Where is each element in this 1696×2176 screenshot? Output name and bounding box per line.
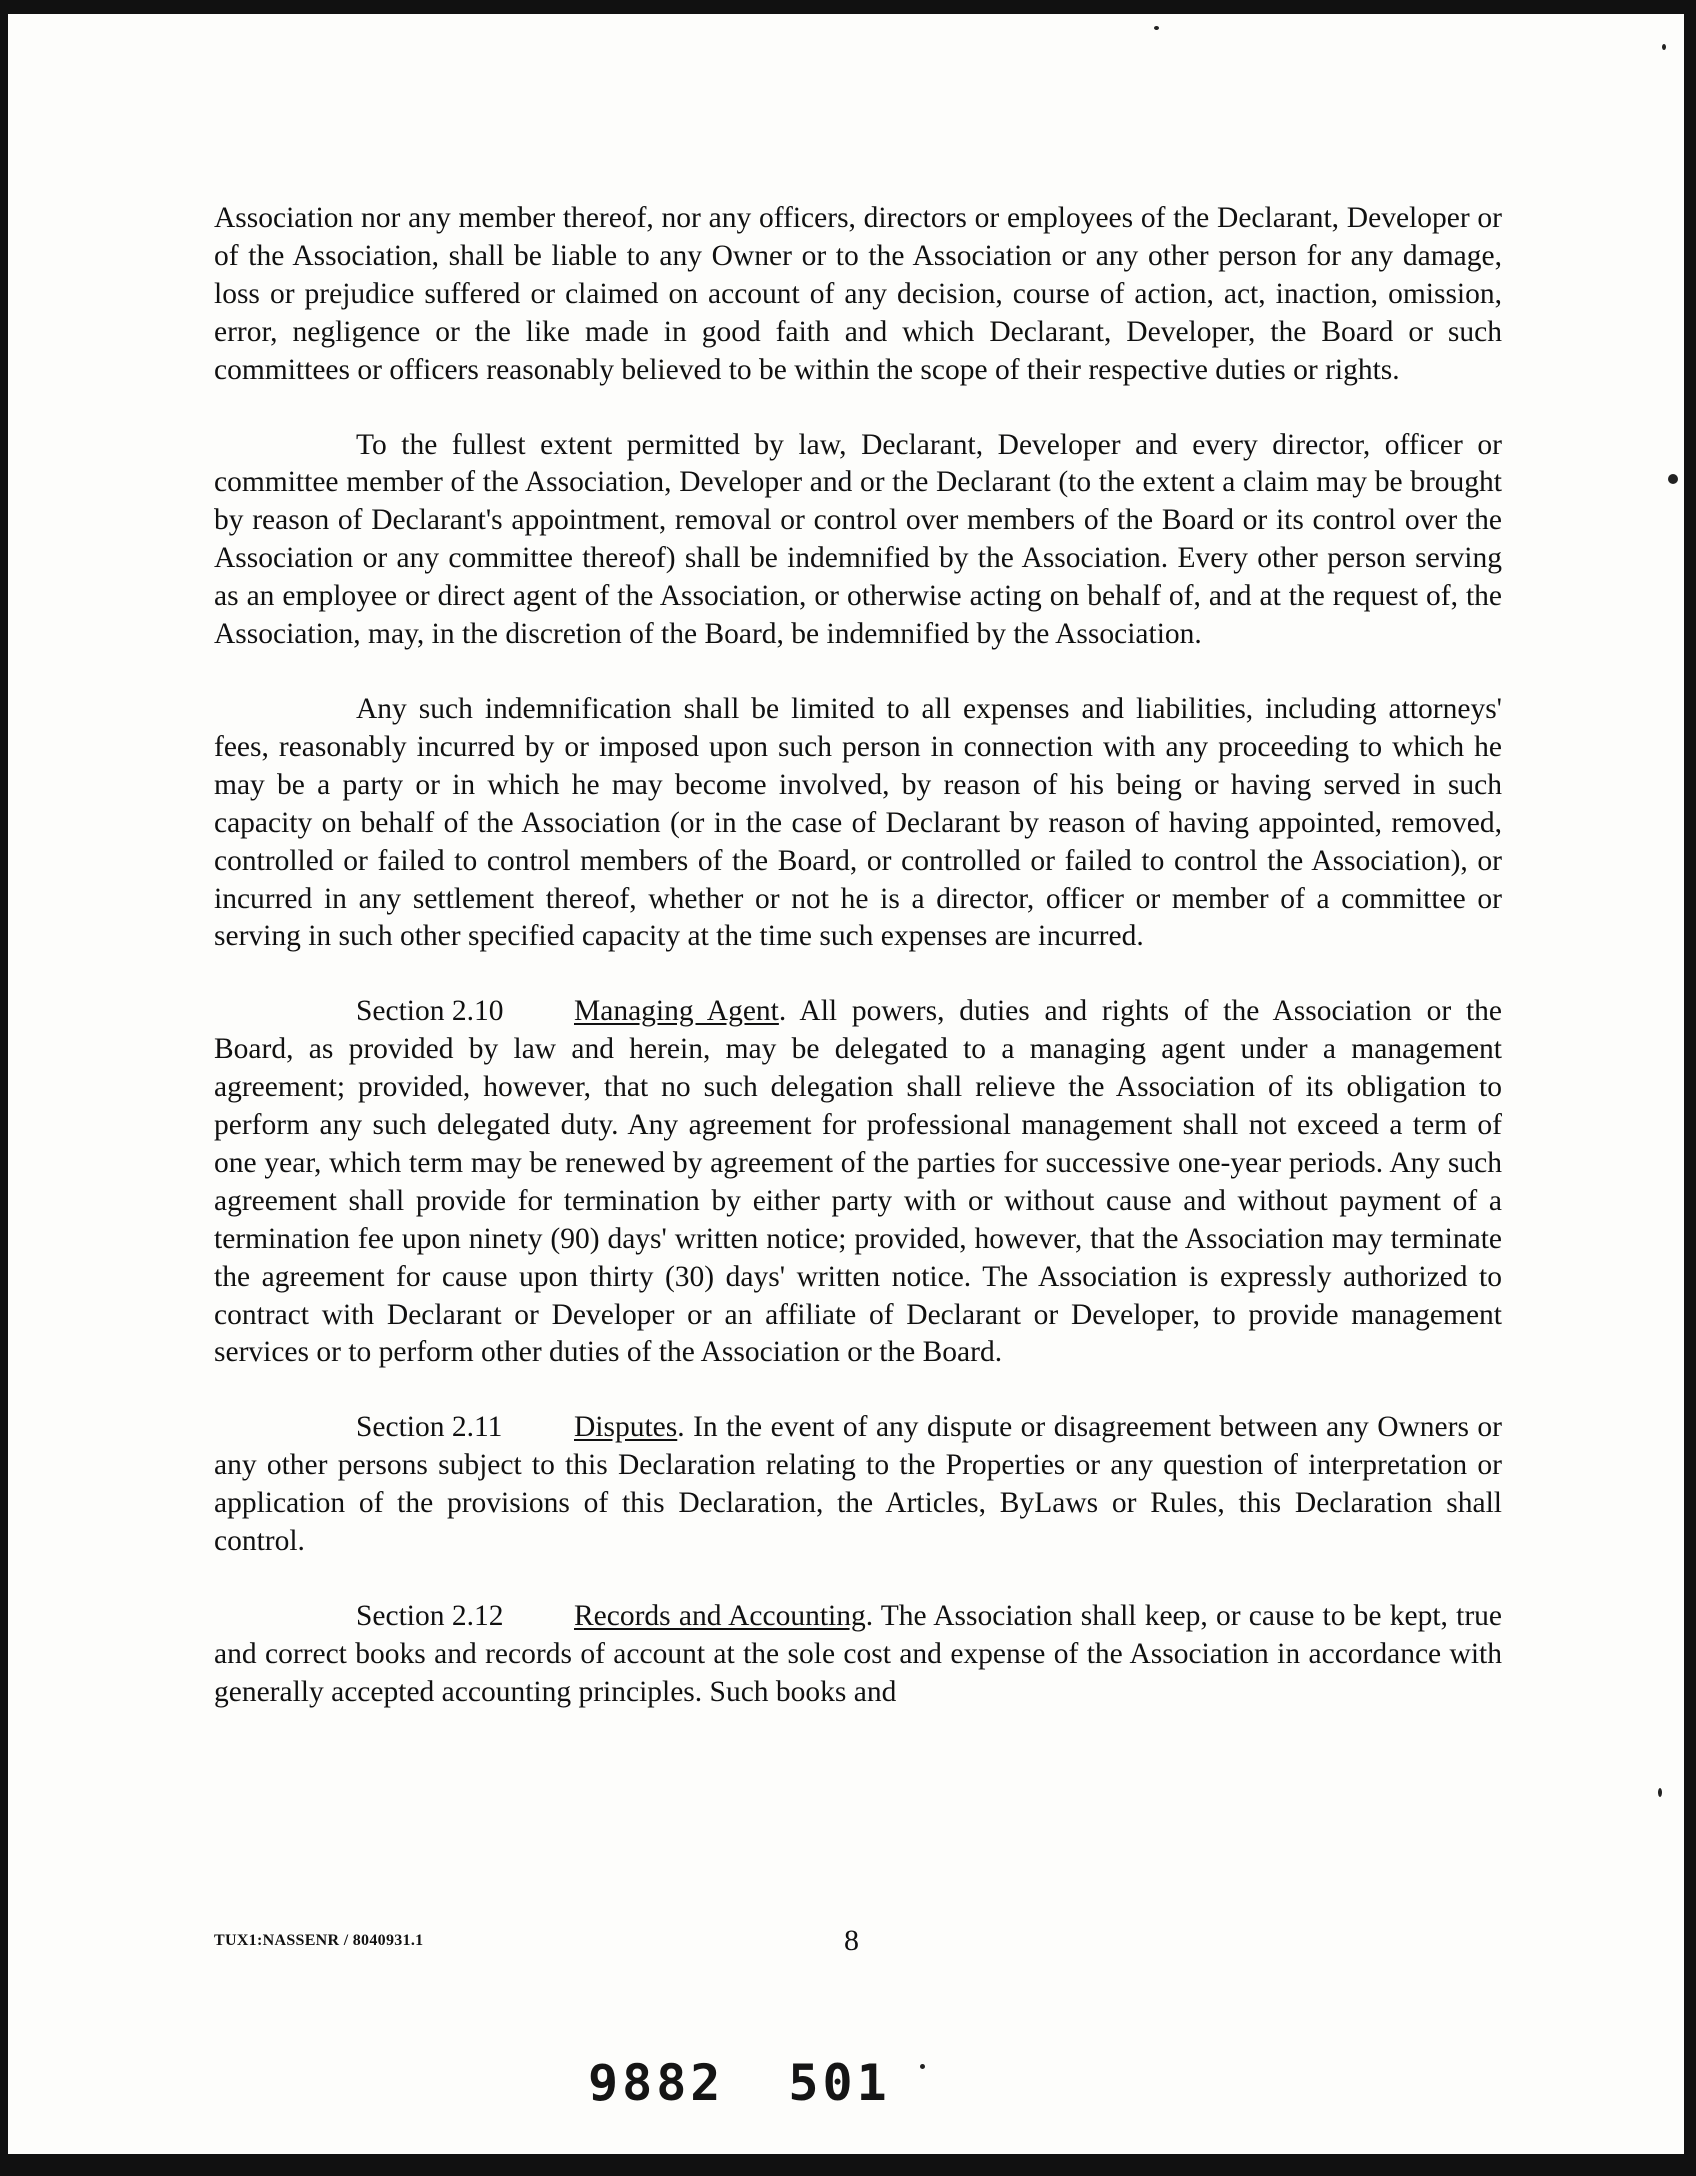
paragraph-indemnification: To the fullest extent permitted by law, Declarant, Developer and every director, officer or committee member of the Association, Developer and or the Declarant (to the extent a claim may be brought by reason of Declarant's appointment, removal or control over members of the Board or its control over the Association or any committee thereof) shall be indemnified by the Association. Every other person serving as an employee or direct agent of the Association, or otherwise acting on behalf of, and at the request of, the Association, may, in the discretion of the Board, be indemnified by the Association. [214, 428, 1502, 651]
section-text: . All powers, duties and rights of the Association or the Board, as provided by law and herein, may be delegated to a managing agent under a management agreement; provided, however, that no such delegation shall relieve the Association of its obligation to perform any such delegated duty. Any agreement for professional management shall not exceed a term of one year, which term may be renewed by agreement of the parties for successive one-year periods. Any such agreement shall provide for termination by either party with or without cause and without payment of a termination fee upon ninety (90) days' written notice; provided, however, that the Association may terminate the agreement for cause upon thirty (30) days' written notice. The Association is expressly authorized to contract with Declarant or Developer or an affiliate of Declarant or Developer, to provide management services or to perform other duties of the Association or the Board. [214, 995, 1502, 1369]
paragraph-continuation: Association nor any member thereof, nor any officers, directors or employees of the Declarant, Developer or of the Association, shall be liable to any Owner or to the Association or any other person for any damage, loss or prejudice suffered or claimed on account of any decision, course of action, act, inaction, omission, error, negligence or the like made in good faith and which Declarant, Developer, the Board or such committees or officers reasonably believed to be within the scope of their respective duties or rights. [214, 202, 1502, 386]
scan-speck [1662, 44, 1666, 50]
section-number: Section 2.12 [356, 1600, 504, 1632]
page-number: 8 [844, 1924, 859, 1957]
section-number: Section 2.10 [356, 995, 504, 1028]
scan-speck [1668, 474, 1678, 484]
section-title: Managing Agent [574, 995, 779, 1028]
scan-speck [1658, 1788, 1662, 1797]
section-2-11 [214, 1409, 1502, 1561]
recording-stamp [588, 2054, 891, 2112]
scan-speck [1154, 26, 1159, 30]
scan-speck [920, 2064, 925, 2069]
document-code: TUX1:NASSENR / 8040931.1 [214, 1932, 424, 1949]
section-2-12 [214, 1598, 1502, 1712]
stamp-book-number: 9882 [588, 2054, 725, 2112]
stamp-page-number: 501 [788, 2054, 891, 2112]
section-number: Section 2.11 [356, 1411, 503, 1444]
section-title: Records and Accounting [574, 1600, 866, 1632]
paragraph-indemnification-limits: Any such indemnification shall be limited to all expenses and liabilities, including attorneys' fees, reasonably incurred by or imposed upon such person in connection with any proceeding to which he may be a party or in which he may become involved, by reason of his being or having served in such capacity on behalf of the Association (or in the case of Declarant by reason of having appointed, removed, controlled or failed to control members of the Board, or controlled or failed to control the Association), or incurred in any settlement thereof, whether or not he is a director, officer or member of a committee or serving in such other specified capacity at the time such expenses are incurred. [214, 692, 1502, 953]
section-text: . In the event of any dispute or disagreement between any Owners or any other persons subject to this Declaration relating to the Properties or any question of interpretation or application of the provisions of this Declaration, the Articles, ByLaws or Rules, this Declaration shall control. [214, 1411, 1502, 1558]
section-title: Disputes [574, 1411, 678, 1444]
section-text: . The Association shall keep, or cause to be kept, true and correct books and records of account at the sole cost and expense of the Association in accordance with generally accepted accounting principles. Such books and [214, 1600, 1502, 1708]
document-page [8, 14, 1684, 2154]
section-2-10 [214, 993, 1502, 1372]
document-body [214, 200, 1502, 1749]
